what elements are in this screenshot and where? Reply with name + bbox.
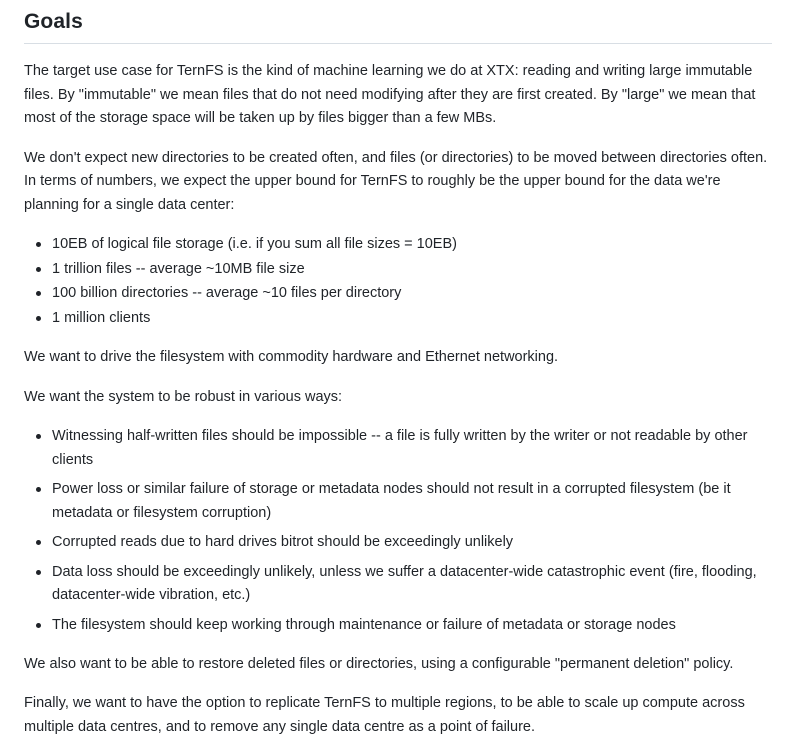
title-divider	[24, 43, 772, 44]
paragraph-multi-region: Finally, we want to have the option to replicate TernFS to multiple regions, to be able to scale up compute across multiple data centres, and to remove any single data centre as a point of failure.	[24, 695, 745, 735]
paragraph-directory-expectations: We don't expect new directories to be created often, and files (or directories) to be moved between directories often. In terms of numbers, we expect the upper bound for TernFS to roughly be the upper bound for the data we're planning for a single data center:	[24, 149, 768, 213]
list-item: 100 billion directories -- average ~10 files per directory	[50, 282, 772, 305]
list-item: The filesystem should keep working through maintenance or failure of metadata or storage nodes	[50, 614, 772, 637]
list-item: Witnessing half-written files should be impossible -- a file is fully written by the writer or not readable by other clients	[50, 425, 772, 472]
list-item: Data loss should be exceedingly unlikely, unless we suffer a datacenter-wide catastrophic event (fire, flooding, datacenter-wide vibration, etc.)	[50, 561, 772, 608]
paragraph-use-case: The target use case for TernFS is the kind of machine learning we do at XTX: reading and writing large immutable files. By "immutable" we mean files that do not need modifying after they are first created. By "large" we mean that most of the storage space will be taken up by files bigger than a few MBs.	[24, 63, 756, 127]
document-content	[24, 8, 772, 755]
robustness-list	[24, 425, 772, 637]
list-item: Corrupted reads due to hard drives bitrot should be exceedingly unlikely	[50, 531, 772, 554]
page-title: Goals	[24, 10, 83, 33]
paragraph-commodity-hardware: We want to drive the filesystem with commodity hardware and Ethernet networking.	[24, 349, 559, 366]
list-item: 1 trillion files -- average ~10MB file size	[50, 258, 772, 281]
left-margin-rail	[0, 0, 10, 689]
list-item: 10EB of logical file storage (i.e. if you sum all file sizes = 10EB)	[50, 233, 772, 256]
list-item: Power loss or similar failure of storage or metadata nodes should not result in a corrupted filesystem (be it metadata or filesystem corruption)	[50, 478, 772, 525]
paragraph-robustness-intro: We want the system to be robust in various ways:	[24, 388, 343, 405]
scale-targets-list	[24, 233, 772, 330]
paragraph-restore-deleted: We also want to be able to restore deleted files or directories, using a configurable "permanent deletion" policy.	[24, 655, 734, 672]
list-item: 1 million clients	[50, 307, 772, 330]
